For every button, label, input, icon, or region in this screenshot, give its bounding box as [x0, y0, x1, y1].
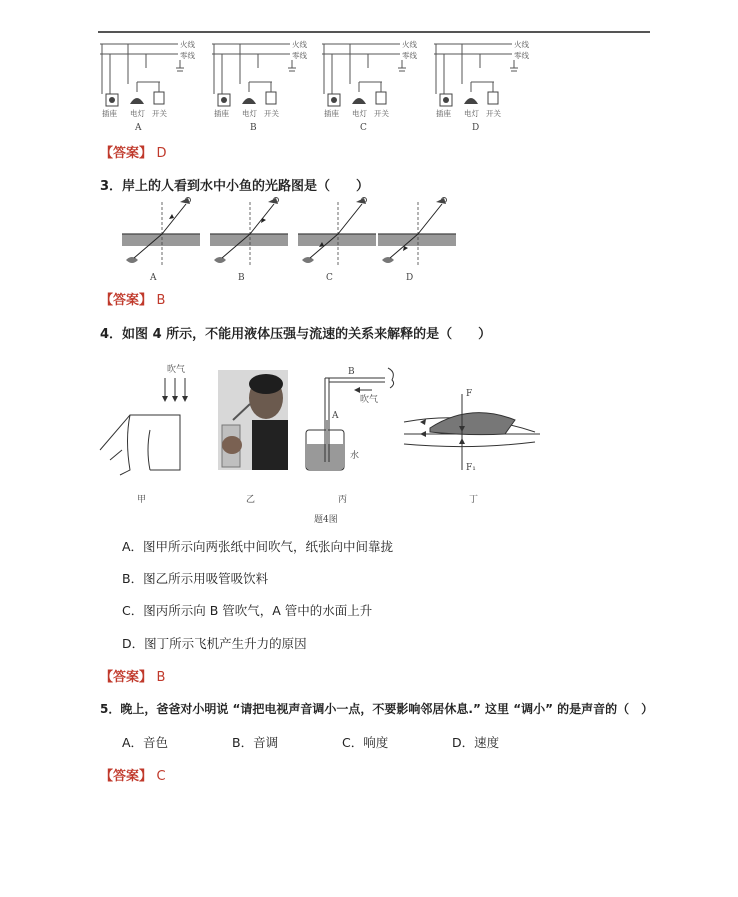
live-wire-label: 火线	[402, 40, 417, 49]
option-label: B	[250, 123, 257, 133]
q4-choice-b: B．图乙所示用吸管吸饮料	[122, 571, 269, 586]
circuit-diagram-d	[434, 39, 529, 133]
lamp-label: 电灯	[352, 109, 367, 118]
circuit-diagram-c	[322, 39, 417, 133]
socket-label: 插座	[436, 109, 451, 118]
q4-question: 4．如图 4 所示，不能用液体压强与流速的关系来解释的是（ ）	[100, 327, 492, 342]
live-wire-label: 火线	[514, 40, 529, 49]
panel-label: 甲	[137, 495, 147, 505]
water-label: 水	[350, 451, 360, 461]
light-diagram-a	[122, 198, 200, 284]
switch-label: 开关	[152, 109, 167, 118]
q4-figure-caption: 题4图	[314, 515, 338, 525]
q3-question: 3．岸上的人看到水中小鱼的光路图是（ ）	[100, 179, 370, 194]
tube-b-label: B	[348, 367, 355, 377]
q5-answer	[100, 765, 166, 784]
panel-bing-beaker	[306, 367, 394, 505]
q3-answer	[100, 289, 165, 308]
answer-value: C	[156, 769, 166, 784]
q2-circuit-figure	[0, 0, 738, 135]
force-f-label: F	[466, 389, 473, 399]
panel-yi-photo	[218, 370, 288, 505]
panel-label: 丙	[338, 495, 348, 505]
lamp-label: 电灯	[130, 109, 145, 118]
lamp-label: 电灯	[242, 109, 257, 118]
answer-label: 【答案】	[100, 146, 153, 161]
light-diagram-b	[210, 198, 288, 284]
switch-label: 开关	[486, 109, 501, 118]
q5-question: 5．晚上，爸爸对小明说 “请把电视声音调小一点，不要影响邻居休息.” 这里 “调小” 的是声音的（ ）	[100, 702, 654, 716]
switch-label: 开关	[264, 109, 279, 118]
socket-label: 插座	[214, 109, 229, 118]
option-label: C	[360, 123, 367, 133]
neutral-wire-label: 零线	[180, 51, 195, 60]
lamp-label: 电灯	[464, 109, 479, 118]
q5-choice-a: A．音色	[122, 735, 169, 750]
q5-choice-d: D．速度	[452, 735, 500, 750]
answer-value: D	[156, 146, 167, 161]
q5-choice-c: C．响度	[342, 735, 389, 750]
socket-label: 插座	[324, 109, 339, 118]
option-label: A	[135, 123, 142, 133]
blow-label: 吹气	[360, 395, 379, 405]
q4-answer	[100, 666, 165, 685]
option-label: D	[406, 273, 414, 283]
q5-choice-b: B．音调	[232, 735, 279, 750]
neutral-wire-label: 零线	[514, 51, 529, 60]
neutral-wire-label: 零线	[292, 51, 307, 60]
light-diagram-d	[378, 198, 456, 284]
panel-ding-wing	[404, 389, 540, 505]
tube-a-label: A	[332, 411, 339, 421]
circuit-diagram-b	[212, 39, 307, 133]
socket-label: 插座	[102, 109, 117, 118]
answer-label: 【答案】	[100, 670, 153, 685]
option-label: A	[150, 273, 157, 283]
q2-answer	[100, 142, 167, 161]
answer-value: B	[156, 670, 166, 685]
answer-label: 【答案】	[100, 769, 153, 784]
answer-value: B	[156, 293, 166, 308]
panel-jia-paper	[100, 363, 188, 505]
circuit-diagram-a	[100, 39, 195, 133]
panel-label: 丁	[469, 495, 479, 505]
switch-label: 开关	[374, 109, 389, 118]
panel-label: 乙	[246, 495, 256, 505]
option-label: B	[238, 273, 245, 283]
light-diagram-c	[298, 198, 376, 284]
live-wire-label: 火线	[180, 40, 195, 49]
q4-choice-d: D．图丁所示飞机产生升力的原因	[122, 636, 307, 651]
neutral-wire-label: 零线	[402, 51, 417, 60]
answer-label: 【答案】	[100, 293, 153, 308]
q4-choice-a: A．图甲所示向两张纸中间吹气，纸张向中间靠拢	[122, 539, 394, 554]
live-wire-label: 火线	[292, 40, 307, 49]
q3-light-path-figure	[0, 190, 738, 290]
option-label: C	[326, 273, 333, 283]
q4-choice-c: C．图丙所示向 B 管吹气，A 管中的水面上升	[122, 603, 373, 618]
q4-figure	[0, 350, 738, 525]
option-label: D	[472, 123, 480, 133]
blow-label: 吹气	[167, 365, 186, 375]
force-f1-label: F₁	[466, 463, 476, 473]
